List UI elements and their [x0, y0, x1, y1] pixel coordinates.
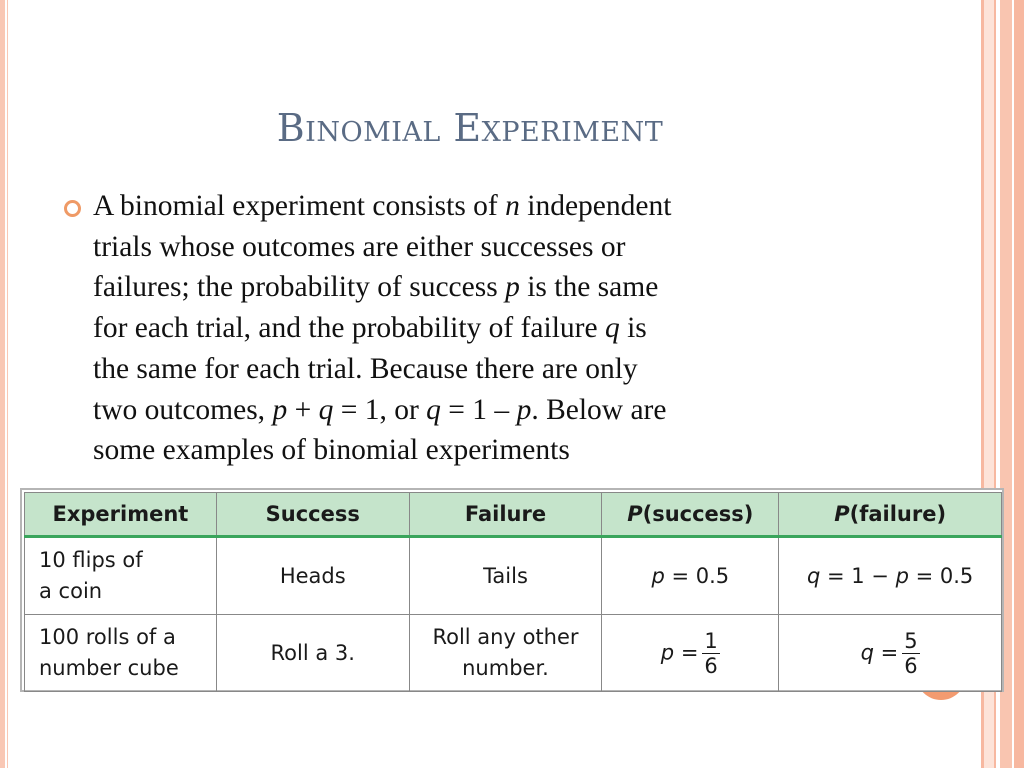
- bullet-text-run: is: [619, 312, 647, 345]
- cell-failure: Tails: [409, 537, 602, 615]
- cell-experiment: [25, 615, 217, 692]
- bullet-variable: p: [272, 393, 288, 426]
- cell-experiment-line1: 10 flips of: [39, 548, 143, 572]
- q-var2: p: [895, 564, 909, 588]
- q-var: q: [806, 564, 821, 588]
- bullet-text-run: two outcomes,: [93, 393, 273, 426]
- p-fraction: [702, 629, 719, 678]
- q-fraction: [902, 629, 919, 678]
- bullet-text-run: trials whose outcomes are either successes or: [93, 230, 626, 263]
- cell-p-failure: [779, 615, 1002, 692]
- bullet-text-run: independent: [519, 190, 672, 222]
- header-experiment: Experiment: [25, 493, 217, 537]
- bullet-text-run: +: [287, 393, 319, 426]
- q-numerator: 5: [904, 628, 918, 653]
- cell-experiment-line2: number cube: [39, 656, 179, 680]
- bullet-variable: p: [505, 271, 520, 304]
- cell-p-failure: [779, 537, 1002, 615]
- bullet-ring-icon: [64, 200, 81, 217]
- header-p-failure-label: (failure): [849, 502, 947, 526]
- cell-failure: [409, 615, 602, 692]
- bullet-text-run: failures; the probability of success: [93, 271, 506, 304]
- bullet-variable: n: [505, 190, 520, 222]
- header-failure: Failure: [409, 493, 602, 537]
- header-p-failure-var: P: [834, 502, 850, 526]
- header-p-failure: [779, 493, 1002, 537]
- header-p-success: [602, 493, 779, 537]
- p-var: p: [660, 640, 675, 664]
- bullet-line: [93, 186, 893, 227]
- p-numerator: 1: [704, 628, 718, 653]
- bullet-text-run: = 1 –: [440, 393, 517, 426]
- bullet-line: [93, 267, 893, 308]
- p-eq: = 0.5: [664, 564, 730, 588]
- header-p-success-label: (success): [642, 502, 754, 526]
- cell-p-success: [602, 537, 779, 615]
- bullet-text-run: for each trial, and the probability of failure: [93, 312, 605, 345]
- cell-success: Heads: [216, 537, 409, 615]
- table-row: [25, 537, 1002, 615]
- bullet-line: [93, 349, 893, 390]
- bullet-paragraph: [93, 186, 893, 471]
- bullet-variable: q: [604, 312, 620, 345]
- table-header-row: [25, 493, 1002, 537]
- bullet-text-run: the same for each trial. Because there are only: [93, 352, 638, 385]
- q-denominator: 6: [904, 653, 918, 678]
- bullet-line: [93, 390, 893, 431]
- cell-experiment-line2: a coin: [39, 579, 103, 603]
- cell-failure-line2: number.: [462, 656, 549, 680]
- cell-experiment-line1: 100 rolls of a: [39, 625, 176, 649]
- slide-title: Binomial Experiment: [276, 106, 664, 150]
- header-p-success-var: P: [627, 502, 643, 526]
- bullet-line: [93, 227, 893, 268]
- q-end: = 0.5: [908, 564, 974, 588]
- cell-experiment: [25, 537, 217, 615]
- p-var: p: [651, 564, 665, 588]
- q-eq: =: [873, 640, 899, 664]
- bullet-variable: q: [318, 393, 334, 426]
- bullet-variable: q: [426, 393, 441, 426]
- bullet-text-run: . Below are: [531, 393, 667, 426]
- bullet-line: [93, 430, 893, 471]
- q-var: q: [860, 640, 874, 664]
- bullet-text-run: A binomial experiment consists of: [93, 190, 506, 222]
- examples-table: [20, 488, 1004, 692]
- cell-p-success: [602, 615, 779, 692]
- p-denominator: 6: [704, 653, 718, 678]
- bullet-variable: p: [516, 393, 532, 426]
- bullet-line: [93, 308, 893, 349]
- bullet-text-run: is the same: [519, 271, 659, 304]
- q-mid: = 1 −: [820, 564, 896, 588]
- cell-success: Roll a 3.: [216, 615, 409, 692]
- cell-failure-line1: Roll any other: [432, 625, 579, 649]
- bullet-text-run: some examples of binomial experiments: [93, 434, 570, 467]
- p-eq: =: [674, 640, 699, 664]
- header-success: Success: [216, 493, 409, 537]
- table-row: [25, 615, 1002, 692]
- bullet-text-run: = 1, or: [333, 393, 427, 426]
